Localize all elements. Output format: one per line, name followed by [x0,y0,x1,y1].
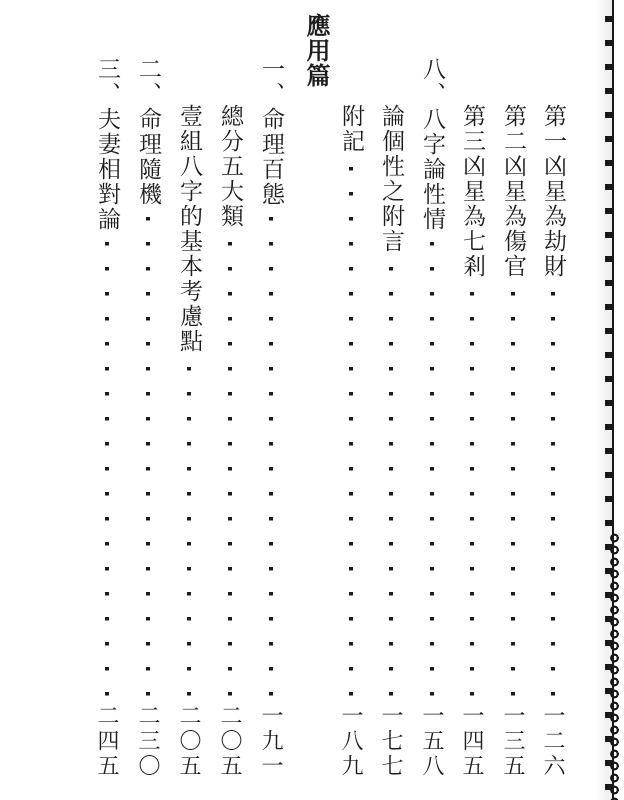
dot-leader [551,289,555,698]
toc-entry-page-number: 一二六 [541,704,566,779]
toc-entry-title: 三、夫妻相對論 [95,57,120,232]
dot-leader [187,364,191,698]
dot-leader [146,217,150,698]
toc-entry [215,104,245,779]
dot-leader [105,242,109,698]
toc-entry [336,104,366,779]
dot-leader [470,289,474,698]
dot-leader [430,242,434,698]
dot-leader [511,289,515,698]
toc-entry [376,104,406,779]
toc-entry [92,57,122,779]
section-header [299,13,331,93]
toc-entry-page-number: 一三五 [501,704,526,779]
toc-entry-title: 一、命理百態 [259,57,284,207]
dot-leader [349,164,353,698]
toc-entry [417,57,447,779]
dot-leader [389,264,393,698]
toc-entry-title: 第二凶星為傷官 [501,104,526,279]
toc-entry-title: 總分五大類 [218,104,243,229]
toc-entry [538,104,568,779]
toc-entry [457,104,487,779]
dot-leader [269,217,273,698]
toc-entry-page-number: 一五八 [420,704,445,779]
toc-entry-page-number: 一九一 [259,704,284,779]
toc-entry-page-number: 一七七 [379,704,404,779]
toc-entry [133,57,163,779]
binding-rings [607,532,622,800]
toc-entry-page-number: 一八九 [339,704,364,779]
toc-entry-title: 第三凶星為七剎 [460,104,485,279]
page-edge-line [612,0,614,800]
toc-entry [256,57,286,779]
toc-entry-page-number: 二三〇 [136,704,161,779]
toc-entry-page-number: 二〇五 [218,704,243,779]
toc-entry-page-number: 二四五 [95,704,120,779]
toc-entry-title: 附記 [339,104,364,154]
toc-entry-title: 論個性之附言 [379,104,404,254]
toc-entry-title: 二、命理隨機 [136,57,161,207]
toc-entry [174,104,204,779]
toc-entry-title: 八、八字論性情 [420,57,445,232]
toc-entry-title: 壹組八字的基本考慮點 [177,104,202,354]
toc-entry-page-number: 一四五 [460,704,485,779]
toc-entry-title: 第一凶星為劫財 [541,104,566,279]
toc-entry-page-number: 二〇五 [177,704,202,779]
section-header-label: 應用篇 [302,13,328,88]
dot-leader [228,239,232,698]
toc-entry [498,104,528,779]
